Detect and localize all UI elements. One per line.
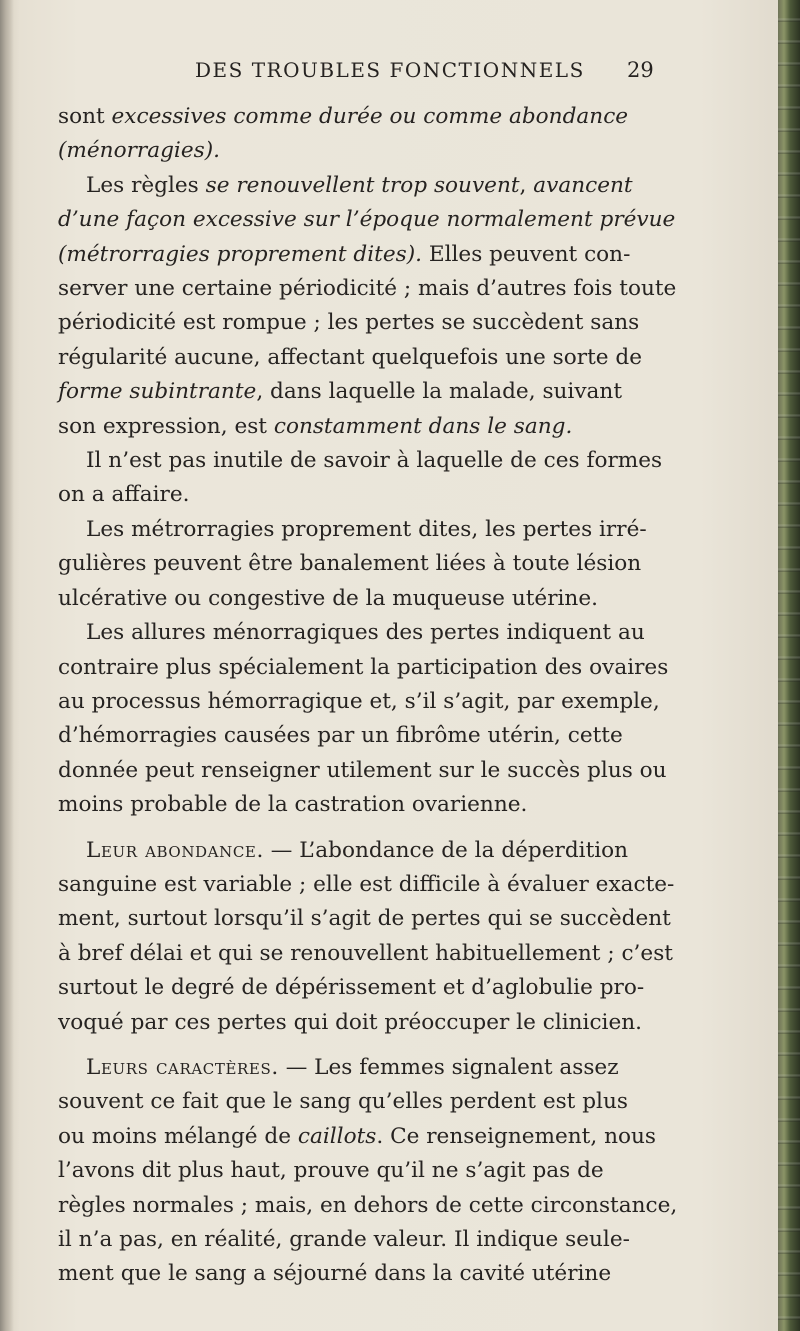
text-line: Les règles se renouvellent trop souvent, avancent: [86, 172, 633, 198]
text-line: ou moins mélangé de caillots. Ce renseignement, nous: [58, 1123, 656, 1149]
text-line: voqué par ces pertes qui doit préoccuper le clinicien.: [58, 1009, 643, 1035]
text-line: périodicité est rompue ; les pertes se succèdent sans: [58, 310, 640, 336]
text-line: server une certaine périodicité ; mais d’autres fois toute: [58, 276, 677, 302]
section-heading: Leur abondance.: [86, 837, 264, 863]
text-line: il n’a pas, en réalité, grande valeur. Il indique seule-: [58, 1227, 630, 1252]
text-line: Leurs caractères. — Les femmes signalent assez: [86, 1054, 619, 1080]
text-line: Les allures ménorragiques des pertes indiquent au: [86, 620, 645, 646]
text-line: on a affaire.: [58, 482, 190, 508]
running-head: DES TROUBLES FONCTIONNELS: [195, 58, 585, 82]
text-line: ment, surtout lorsqu’il s’agit de pertes qui se succèdent: [58, 906, 671, 932]
text-line: l’avons dit plus haut, prouve qu’il ne s’agit pas de: [58, 1158, 604, 1184]
text-line: contraire plus spécialement la participation des ovaires: [58, 654, 669, 680]
text-line: ment que le sang a séjourné dans la cavité utérine: [58, 1261, 612, 1287]
text-line: d’une façon excessive sur l’époque normalement prévue: [58, 207, 676, 233]
text-line: régularité aucune, affectant quelquefois une sorte de: [58, 344, 643, 370]
text-line: (ménorragies).: [58, 138, 220, 164]
body-text: [58, 100, 758, 1292]
text-line: au processus hémorragique et, s’il s’agit, par exemple,: [58, 688, 660, 714]
text-line: sanguine est variable ; elle est difficile à évaluer exacte-: [58, 871, 675, 897]
text-line: d’hémorragies causées par un fibrôme utérin, cette: [58, 723, 623, 749]
text-line: donnée peut renseigner utilement sur le succès plus ou: [58, 757, 667, 783]
text-line: (métrorragies proprement dites). Elles peuvent con-: [58, 241, 631, 267]
text-line: sont excessives comme durée ou comme abondance: [58, 104, 629, 129]
text-line: Leur abondance. — L’abondance de la déperdition: [86, 837, 629, 863]
text-line: surtout le degré de dépérissement et d’aglobulie pro-: [58, 975, 645, 1001]
section-heading: Leurs caractères.: [86, 1054, 279, 1080]
text-line: son expression, est constamment dans le sang.: [58, 413, 573, 439]
page-gutter-shadow: [0, 0, 14, 1331]
book-binding-edge: [778, 0, 800, 1331]
text-line: règles normales ; mais, en dehors de cette circonstance,: [58, 1192, 678, 1218]
page-number: 29: [627, 58, 654, 82]
text-line: à bref délai et qui se renouvellent habituellement ; c’est: [58, 940, 673, 966]
text-line: Il n’est pas inutile de savoir à laquelle de ces formes: [86, 448, 663, 474]
text-line: forme subintrante, dans laquelle la malade, suivant: [58, 379, 622, 405]
text-line: moins probable de la castration ovarienne.: [58, 792, 528, 818]
text-line: Les métrorragies proprement dites, les pertes irré-: [86, 516, 647, 542]
text-line: souvent ce fait que le sang qu’elles perdent est plus: [58, 1089, 628, 1115]
text-line: gulières peuvent être banalement liées à toute lésion: [58, 551, 642, 577]
text-line: ulcérative ou congestive de la muqueuse utérine.: [58, 585, 598, 611]
